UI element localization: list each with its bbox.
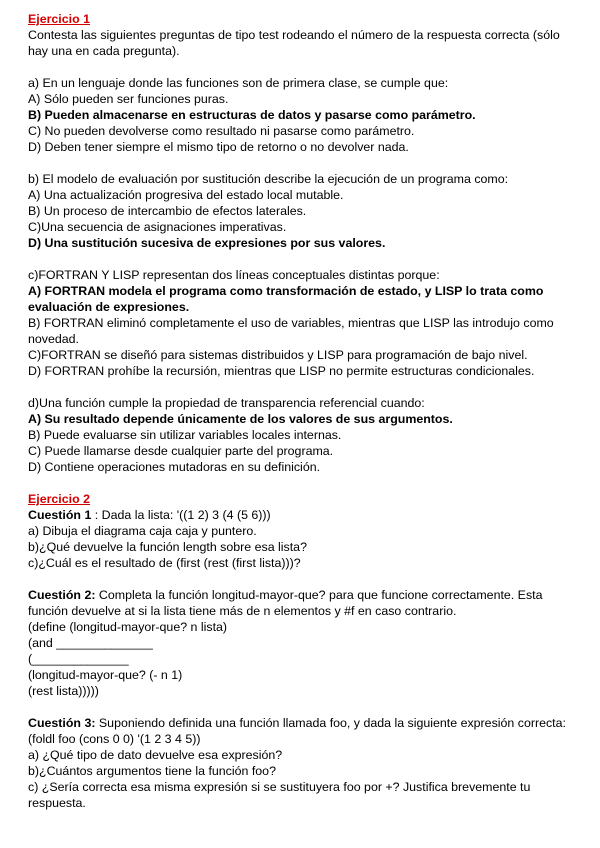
question-text: b) El modelo de evaluación por sustitución describe la ejecución de un programa como: [28, 172, 509, 186]
cuestion-line: c)¿Cuál es el resultado de (first (rest (first lista)))? [28, 556, 301, 570]
question-c [28, 267, 580, 379]
option: C)Una secuencia de asignaciones imperativas. [28, 220, 287, 234]
cuestion-label: Cuestión 1 [28, 508, 92, 522]
option-correct: A) FORTRAN modela el programa como transformación de estado, y LISP lo trata como evaluación de expresiones. [28, 284, 544, 314]
cuestion-line: b)¿Qué devuelve la función length sobre esa lista? [28, 540, 307, 554]
question-text: c)FORTRAN Y LISP representan dos líneas conceptuales distintas porque: [28, 268, 440, 282]
ejercicio-1-title: Ejercicio 1 [28, 12, 90, 26]
option: B) Un proceso de intercambio de efectos laterales. [28, 204, 307, 218]
cuestion-2 [28, 587, 580, 699]
cuestion-label: Cuestión 2: [28, 588, 96, 602]
option: D) FORTRAN prohíbe la recursión, mientras que LISP no permite estructuras condicionales. [28, 364, 535, 378]
cuestion-line: b)¿Cuántos argumentos tiene la función foo? [28, 764, 276, 778]
option: B) Puede evaluarse sin utilizar variables locales internas. [28, 428, 342, 442]
ejercicio-1-intro: Contesta las siguientes preguntas de tipo test rodeando el número de la respuesta correcta (sólo hay una en cada pregunta). [28, 28, 560, 58]
cuestion-line: a) ¿Qué tipo de dato devuelve esa expresión? [28, 748, 283, 762]
option-correct: B) Pueden almacenarse en estructuras de datos y pasarse como parámetro. [28, 108, 476, 122]
code-line: (foldl foo (cons 0 0) '(1 2 3 4 5)) [28, 732, 201, 746]
option: A) Una actualización progresiva del estado local mutable. [28, 188, 344, 202]
option: B) FORTRAN eliminó completamente el uso de variables, mientras que LISP las introdujo como novedad. [28, 316, 554, 346]
question-text: a) En un lenguaje donde las funciones son de primera clase, se cumple que: [28, 76, 449, 90]
question-b [28, 171, 580, 251]
option: C)FORTRAN se diseñó para sistemas distribuidos y LISP para programación de bajo nivel. [28, 348, 528, 362]
code-line: (longitud-mayor-que? (- n 1) [28, 668, 183, 682]
question-a [28, 75, 580, 155]
cuestion-3 [28, 715, 580, 811]
option-correct: D) Una sustitución sucesiva de expresiones por sus valores. [28, 236, 386, 250]
cuestion-1 [28, 507, 580, 571]
option-correct: A) Su resultado depende únicamente de los valores de sus argumentos. [28, 412, 453, 426]
cuestion-line: c) ¿Sería correcta esa misma expresión si se sustituyera foo por +? Justifica brevemente tu respuesta. [28, 780, 531, 810]
option: D) Deben tener siempre el mismo tipo de retorno o no devolver nada. [28, 140, 409, 154]
cuestion-head: : Dada la lista: '((1 2) 3 (4 (5 6))) [91, 508, 271, 522]
ejercicio-2-title: Ejercicio 2 [28, 492, 90, 506]
code-line: (define (longitud-mayor-que? n lista) [28, 620, 228, 634]
code-line: (rest lista))))) [28, 684, 99, 698]
cuestion-label: Cuestión 3: [28, 716, 96, 730]
code-line: (and ______________ [28, 636, 153, 650]
option: C) No pueden devolverse como resultado ni pasarse como parámetro. [28, 124, 415, 138]
cuestion-head: Suponiendo definida una función llamada foo, y dada la siguiente expresión correcta: [95, 716, 566, 730]
code-line: (______________ [28, 652, 129, 666]
exam-page [28, 11, 580, 811]
option: A) Sólo pueden ser funciones puras. [28, 92, 229, 106]
question-text: d)Una función cumple la propiedad de transparencia referencial cuando: [28, 396, 425, 410]
cuestion-line: a) Dibuja el diagrama caja caja y puntero. [28, 524, 257, 538]
cuestion-head: Completa la función longitud-mayor-que? para que funcione correctamente. Esta función devuelve at si la lista tiene más de n elementos y #f en caso contrario. [28, 588, 543, 618]
option: D) Contiene operaciones mutadoras en su definición. [28, 460, 321, 474]
option: C) Puede llamarse desde cualquier parte del programa. [28, 444, 334, 458]
question-d [28, 395, 580, 475]
